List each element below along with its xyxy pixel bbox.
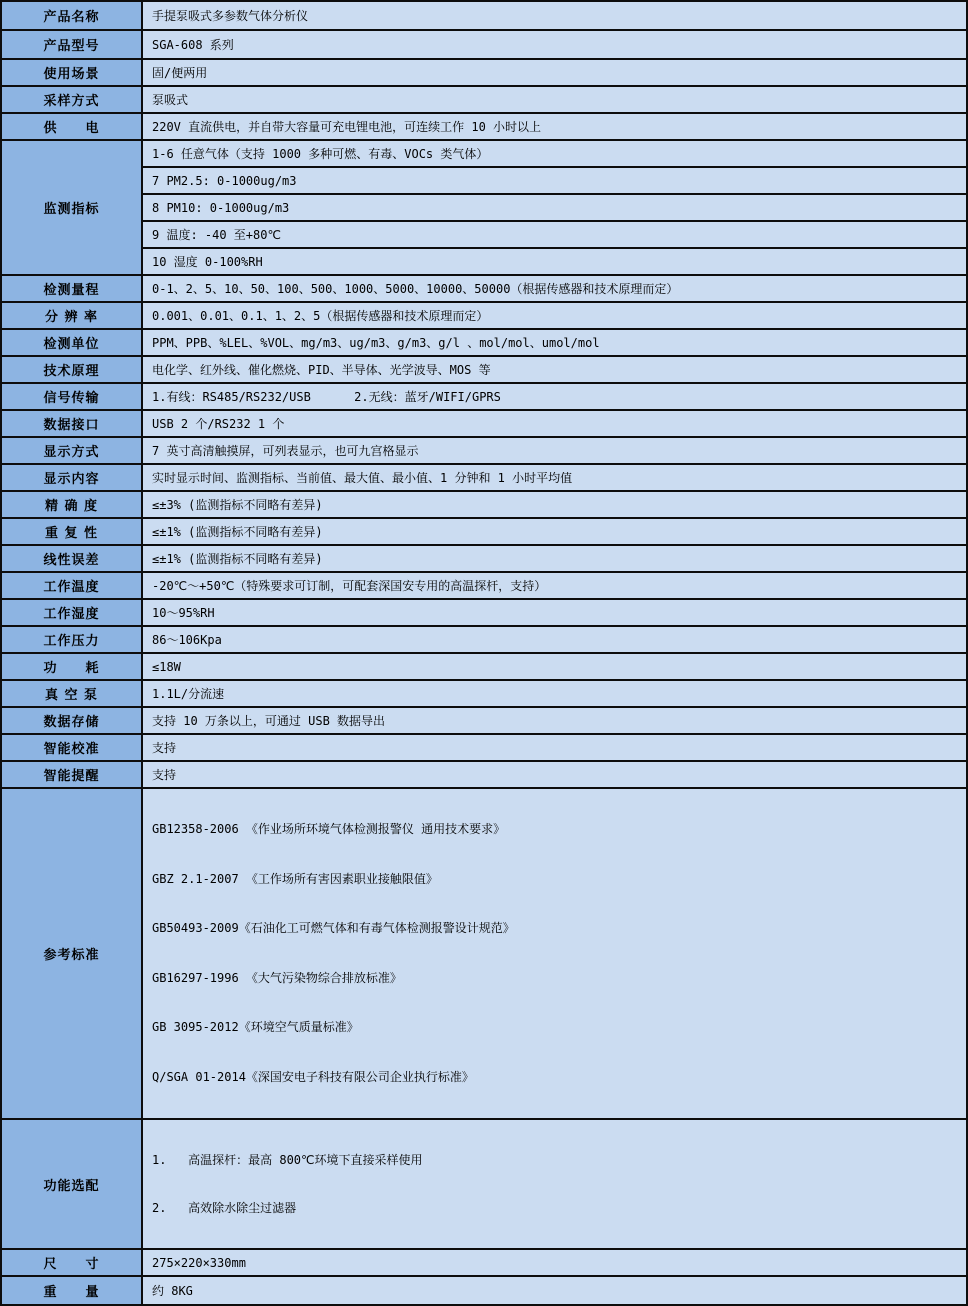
row-value: ≤±1% (监测指标不同略有差异) xyxy=(142,545,967,572)
row-label: 数据接口 xyxy=(1,410,142,437)
table-row xyxy=(1,464,967,491)
table-row xyxy=(1,410,967,437)
row-value: 86～106Kpa xyxy=(142,626,967,653)
row-label: 显示内容 xyxy=(1,464,142,491)
row-value: 7 英寸高清触摸屏，可列表显示，也可九宫格显示 xyxy=(142,437,967,464)
row-value: 1.有线：RS485/RS232/USB 2.无线：蓝牙/WIFI/GPRS xyxy=(142,383,967,410)
table-row xyxy=(1,167,967,194)
table-row xyxy=(1,1276,967,1305)
row-label: 工作压力 xyxy=(1,626,142,653)
row-value: 支持 xyxy=(142,734,967,761)
row-value: 220V 直流供电，并自带大容量可充电锂电池，可连续工作 10 小时以上 xyxy=(142,113,967,140)
table-row xyxy=(1,572,967,599)
option-line: 1. 高温探杆：最高 800℃环境下直接采样使用 xyxy=(152,1153,423,1167)
options-cell xyxy=(142,1119,967,1249)
table-row xyxy=(1,518,967,545)
row-value: 约 8KG xyxy=(142,1276,967,1305)
row-value: 泵吸式 xyxy=(142,86,967,113)
row-label: 重 量 xyxy=(1,1276,142,1305)
table-row xyxy=(1,1249,967,1276)
standard-line: GBZ 2.1-2007 《工作场所有害因素职业接触限值》 xyxy=(152,871,438,886)
standard-line: GB50493-2009《石油化工可燃气体和有毒气体检测报警设计规范》 xyxy=(152,921,515,935)
row-label: 检测单位 xyxy=(1,329,142,356)
row-value: 支持 xyxy=(142,761,967,788)
row-value: 275×220×330mm xyxy=(142,1249,967,1276)
table-row xyxy=(1,437,967,464)
row-label: 分 辨 率 xyxy=(1,302,142,329)
table-row xyxy=(1,356,967,383)
row-label: 数据存储 xyxy=(1,707,142,734)
table-row xyxy=(1,545,967,572)
option-line: 2. 高效除水除尘过滤器 xyxy=(152,1201,297,1215)
row-label: 参考标准 xyxy=(1,788,142,1119)
table-row xyxy=(1,680,967,707)
table-row xyxy=(1,1,967,30)
row-label: 产品名称 xyxy=(1,1,142,30)
row-label: 使用场景 xyxy=(1,59,142,86)
row-label: 功 耗 xyxy=(1,653,142,680)
row-label: 线性误差 xyxy=(1,545,142,572)
row-value: 0-1、2、5、10、50、100、500、1000、5000、10000、50000（根据传感器和技术原理而定） xyxy=(142,275,967,302)
standard-line: Q/SGA 01-2014《深国安电子科技有限公司企业执行标准》 xyxy=(152,1069,474,1084)
row-value: ≤±1% (监测指标不同略有差异) xyxy=(142,518,967,545)
row-value: 手提泵吸式多参数气体分析仪 xyxy=(142,1,967,30)
table-row xyxy=(1,194,967,221)
row-label: 工作温度 xyxy=(1,572,142,599)
row-label: 监测指标 xyxy=(1,140,142,275)
row-value: 实时显示时间、监测指标、当前值、最大值、最小值、1 分钟和 1 小时平均值 xyxy=(142,464,967,491)
table-row-options xyxy=(1,1119,967,1249)
row-value: SGA-608 系列 xyxy=(142,30,967,59)
row-label: 信号传输 xyxy=(1,383,142,410)
row-value: PPM、PPB、%LEL、%VOL、mg/m3、ug/m3、g/m3、g/l 、mol/mol、umol/mol xyxy=(142,329,967,356)
table-row-standards xyxy=(1,788,967,1119)
row-value: 电化学、红外线、催化燃烧、PID、半导体、光学波导、MOS 等 xyxy=(142,356,967,383)
row-label: 工作湿度 xyxy=(1,599,142,626)
row-label: 检测量程 xyxy=(1,275,142,302)
row-label: 显示方式 xyxy=(1,437,142,464)
row-label: 尺 寸 xyxy=(1,1249,142,1276)
table-row xyxy=(1,626,967,653)
table-row xyxy=(1,275,967,302)
row-label: 供 电 xyxy=(1,113,142,140)
row-value: 0.001、0.01、0.1、1、2、5（根据传感器和技术原理而定） xyxy=(142,302,967,329)
monitor-item: 10 湿度 0-100%RH xyxy=(142,248,967,275)
table-row xyxy=(1,734,967,761)
row-value: 10～95%RH xyxy=(142,599,967,626)
standard-line: GB12358-2006 《作业场所环境气体检测报警仪 通用技术要求》 xyxy=(152,822,506,836)
table-row xyxy=(1,59,967,86)
row-label: 智能提醒 xyxy=(1,761,142,788)
table-row xyxy=(1,653,967,680)
standards-cell xyxy=(142,788,967,1119)
table-row xyxy=(1,30,967,59)
row-label: 精 确 度 xyxy=(1,491,142,518)
table-row xyxy=(1,248,967,275)
table-row xyxy=(1,221,967,248)
row-label: 产品型号 xyxy=(1,30,142,59)
row-value: ≤18W xyxy=(142,653,967,680)
row-label: 技术原理 xyxy=(1,356,142,383)
standard-line: GB 3095-2012《环境空气质量标准》 xyxy=(152,1020,359,1034)
row-label: 重 复 性 xyxy=(1,518,142,545)
table-row xyxy=(1,302,967,329)
row-value: 固/便两用 xyxy=(142,59,967,86)
table-row xyxy=(1,491,967,518)
row-value: USB 2 个/RS232 1 个 xyxy=(142,410,967,437)
monitor-item: 7 PM2.5: 0-1000ug/m3 xyxy=(142,167,967,194)
row-value: 支持 10 万条以上，可通过 USB 数据导出 xyxy=(142,707,967,734)
monitor-item: 9 温度: -40 至+80℃ xyxy=(142,221,967,248)
row-label: 智能校准 xyxy=(1,734,142,761)
table-row xyxy=(1,599,967,626)
monitor-item: 8 PM10: 0-1000ug/m3 xyxy=(142,194,967,221)
standard-line: GB16297-1996 《大气污染物综合排放标准》 xyxy=(152,970,402,985)
table-row xyxy=(1,86,967,113)
table-row xyxy=(1,761,967,788)
row-value: 1.1L/分流速 xyxy=(142,680,967,707)
table-row xyxy=(1,383,967,410)
table-row-group-monitor xyxy=(1,140,967,167)
row-label: 功能选配 xyxy=(1,1119,142,1249)
row-value: -20℃～+50℃（特殊要求可订制，可配套深国安专用的高温探杆，支持） xyxy=(142,572,967,599)
table-row xyxy=(1,329,967,356)
monitor-item: 1-6 任意气体（支持 1000 多种可燃、有毒、VOCs 类气体） xyxy=(142,140,967,167)
table-row xyxy=(1,707,967,734)
table-row xyxy=(1,113,967,140)
row-label: 真 空 泵 xyxy=(1,680,142,707)
row-value: ≤±3% (监测指标不同略有差异) xyxy=(142,491,967,518)
row-label: 采样方式 xyxy=(1,86,142,113)
